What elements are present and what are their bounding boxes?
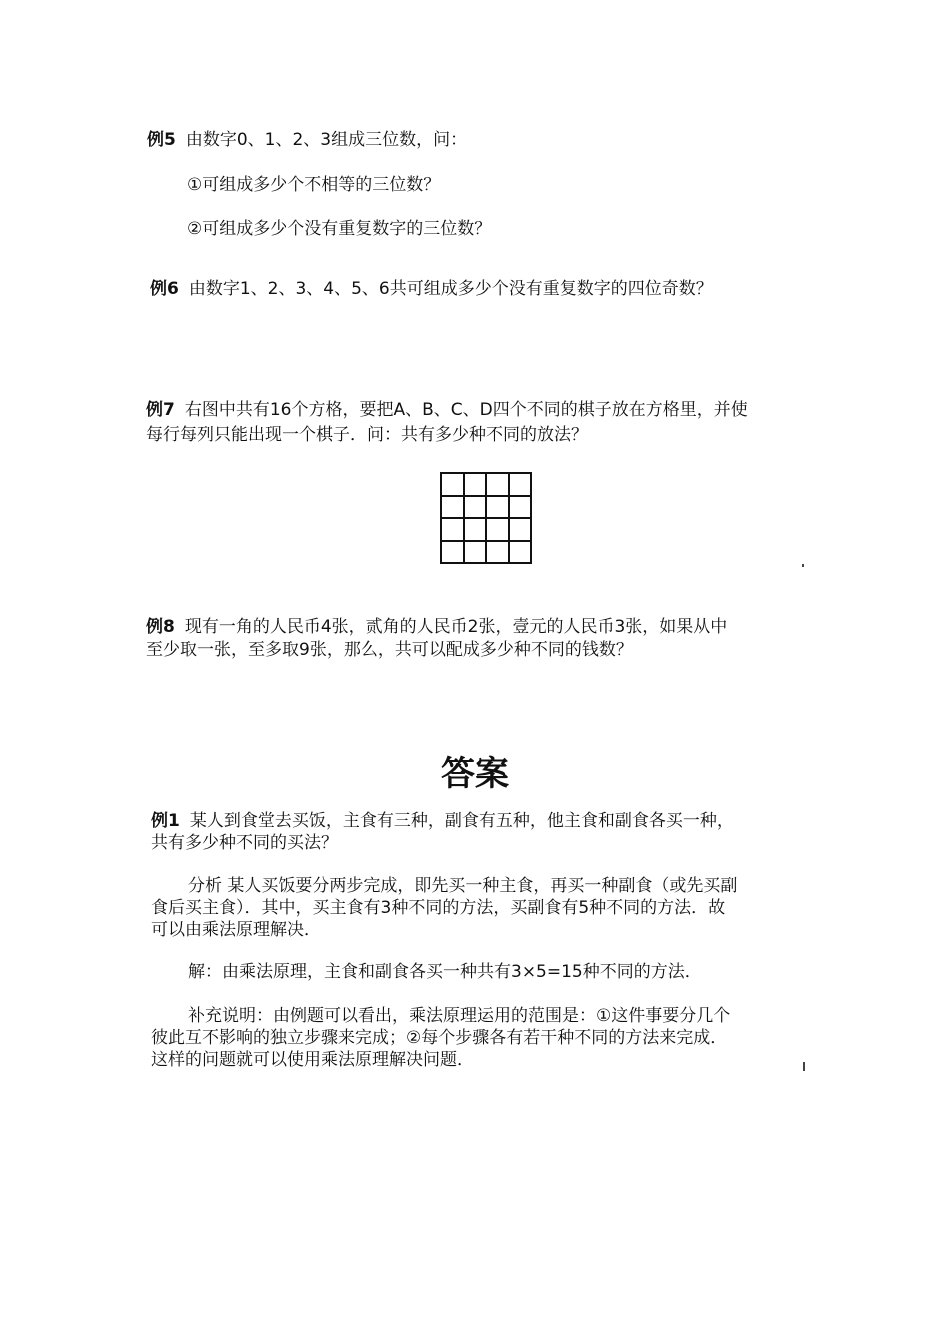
analysis-line-2: 食后买主食）．其中，买主食有3种不同的方法，买副食有5种不同的方法．故 xyxy=(151,898,726,918)
example-6-text: 由数字1、2、3、4、5、6共可组成多少个没有重复数字的四位奇数？ xyxy=(188,279,713,299)
example-5-heading xyxy=(147,130,467,150)
example-1-heading xyxy=(151,811,734,831)
example-7-line-1: 右图中共有16个方格，要把A、B、C、D四个不同的棋子放在方格里，并使 xyxy=(184,400,748,420)
example-5-label: 例5 xyxy=(147,130,176,150)
grid-cell xyxy=(509,473,532,496)
example-5-question-2: ②可组成多少个没有重复数字的三位数？ xyxy=(187,219,492,239)
example-5-text: 由数字0、1、2、3组成三位数，问： xyxy=(185,130,468,150)
stray-mark xyxy=(803,1062,805,1071)
grid-cell xyxy=(486,473,509,496)
grid-cell xyxy=(464,496,487,519)
grid-cell xyxy=(464,541,487,564)
example-7-line-2: 每行每列只能出现一个棋子．问：共有多少种不同的放法？ xyxy=(146,425,588,445)
grid-cell xyxy=(441,541,464,564)
note-line-3: 这样的问题就可以使用乘法原理解决问题． xyxy=(151,1050,474,1070)
example-1-line-1: 某人到食堂去买饭，主食有三种，副食有五种，他主食和副食各买一种， xyxy=(189,811,734,831)
example-1-line-2: 共有多少种不同的买法？ xyxy=(151,833,338,853)
grid-cell xyxy=(486,541,509,564)
example-7-label: 例7 xyxy=(146,400,175,420)
grid-cell xyxy=(464,518,487,541)
example-6-label: 例6 xyxy=(150,279,179,299)
grid-cell xyxy=(509,518,532,541)
example-8-heading xyxy=(146,617,727,637)
note-line-1: 补充说明：由例题可以看出，乘法原理运用的范围是：①这件事要分几个 xyxy=(188,1006,731,1026)
stray-mark xyxy=(802,564,804,567)
answer-title: 答案 xyxy=(441,754,509,794)
grid-cell xyxy=(509,496,532,519)
grid-cell xyxy=(441,518,464,541)
grid-cell xyxy=(509,541,532,564)
example-8-line-2: 至少取一张，至多取9张，那么，共可以配成多少种不同的钱数？ xyxy=(146,640,633,660)
example-8-line-1: 现有一角的人民币4张，贰角的人民币2张，壹元的人民币3张，如果从中 xyxy=(184,617,728,637)
grid-cell xyxy=(441,496,464,519)
note-line-2: 彼此互不影响的独立步骤来完成；②每个步骤各有若干种不同的方法来完成． xyxy=(151,1028,728,1048)
grid-cell xyxy=(486,496,509,519)
analysis-line-1: 分析 某人买饭要分两步完成，即先买一种主食，再买一种副食（或先买副 xyxy=(188,876,738,896)
example-1-label: 例1 xyxy=(151,811,180,831)
grid-cell xyxy=(486,518,509,541)
analysis-line-3: 可以由乘法原理解决． xyxy=(151,920,321,940)
example-7-heading xyxy=(146,400,748,420)
example-8-label: 例8 xyxy=(146,617,175,637)
grid-cell xyxy=(441,473,464,496)
solution-line: 解：由乘法原理，主食和副食各买一种共有3×5=15种不同的方法． xyxy=(188,962,702,982)
example-6-heading xyxy=(150,279,713,299)
example-5-question-1: ①可组成多少个不相等的三位数？ xyxy=(187,175,441,195)
four-by-four-grid xyxy=(440,472,532,564)
grid-cell xyxy=(464,473,487,496)
